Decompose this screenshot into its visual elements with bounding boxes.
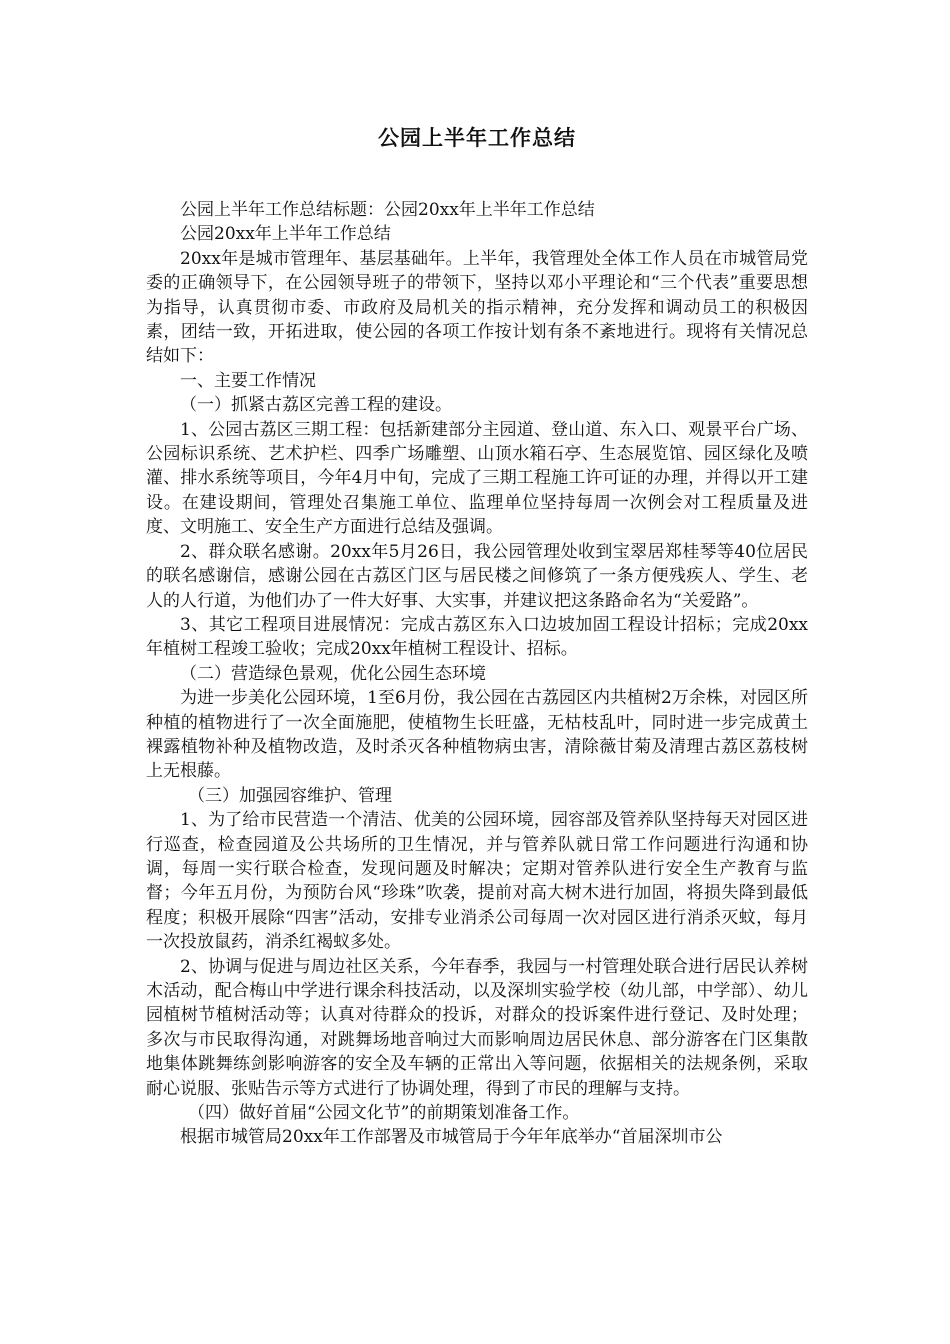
paragraph-maintenance-1: 1、为了给市民营造一个清洁、优美的公园环境，园容部及管养队坚持每天对园区进行巡查，检查园道及公共场所的卫生情况，并与管养队就日常工作问题进行沟通和协调，每周一实行联合检查，发现问题及时解决；定期对管养队进行安全生产教育与监督；今年五月份，为预防台风“珍珠”吹袭，提前对高大树木进行加固，将损失降到最低程度；积极开展除“四害”活动，安排专业消杀公司每周一次对园区进行消杀灭蚊，每月一次投放鼠药，消杀红褐蚁多处。 [146, 810, 808, 953]
paragraph-maintenance-2: 2、协调与促进与周边社区关系，今年春季，我园与一村管理处联合进行居民认养树木活动，配合梅山中学进行课余科技活动，以及深圳实验学校（幼儿部，中学部）、幼儿园植树节植树活动等；认真对待群众的投诉，对群众的投诉案件进行登记、及时处理；多次与市民取得沟通，对跳舞场地音响过大而影响周边居民休息、部分游客在门区集散地集体跳舞练剑影响游客的安全及车辆的正常出入等问题，依据相关的法规条例，采取耐心说服、张贴告示等方式进行了协调处理，得到了市民的理解与支持。 [146, 956, 808, 1099]
paragraph-heading-line: 公园上半年工作总结标题：公园20xx年上半年工作总结 [180, 200, 595, 220]
paragraph-greening: 为进一步美化公园环境，1至6月份，我公园在古荔园区内共植树2万余株，对园区所种植的植物进行了一次全面施肥，使植物生长旺盛，无枯枝乱叶，同时进一步完成黄土裸露植物补种及植物改造，及时杀灭各种植物病虫害，清除薇甘菊及清理古荔区荔枝树上无根藤。 [146, 688, 808, 782]
document-body [146, 198, 808, 1150]
paragraph-item-1: 1、公园古荔区三期工程：包括新建部分主园道、登山道、东入口、观景平台广场、公园标识系统、艺术护栏、四季广场雕塑、山顶水箱石亭、生态展览馆、园区绿化及喷灌、排水系统等项目，今年4月中旬，完成了三期工程施工许可证的办理，并得以开工建设。在建设期间，管理处召集施工单位、监理单位坚持每周一次例会对工程质量及进度、文明施工、安全生产方面进行总结及强调。 [146, 419, 808, 538]
subsection-heading-3: （三）加强园容维护、管理 [188, 785, 392, 806]
paragraph-item-2: 2、群众联名感谢。20xx年5月26日，我公园管理处收到宝翠居郑桂琴等40位居民的联名感谢信，感谢公园在古荔区门区与居民楼之间修筑了一条方便残疾人、学生、老人的人行道，为他们办了一件大好事、大实事，并建议把这条路命名为“关爱路”。 [146, 541, 808, 611]
subsection-heading-2: （二）营造绿色景观，优化公园生态环境 [180, 663, 486, 684]
section-heading-main-work: 一、主要工作情况 [180, 370, 316, 391]
subsection-heading-4: （四）做好首届“公园文化节”的前期策划准备工作。 [188, 1103, 580, 1124]
paragraph-intro: 20xx年是城市管理年、基层基础年。上半年，我管理处全体工作人员在市城管局党委的正确领导下，在公园领导班子的带领下，坚持以邓小平理论和“三个代表”重要思想为指导，认真贯彻市委、市政府及局机关的指示精神，充分发挥和调动员工的积极因素，团结一致，开拓进取，使公园的各项工作按计划有条不紊地进行。现将有关情况总结如下： [146, 248, 808, 367]
subsection-heading-1: （一）抓紧古荔区完善工程的建设。 [180, 395, 452, 416]
document-title: 公园上半年工作总结 [378, 126, 576, 150]
paragraph-item-3: 3、其它工程项目进展情况：完成古荔区东入口边坡加固工程设计招标；完成20xx年植树工程竣工验收；完成20xx年植树工程设计、招标。 [146, 614, 808, 660]
paragraph-subtitle: 公园20xx年上半年工作总结 [180, 224, 391, 245]
paragraph-culture-festival: 根据市城管局20xx年工作部署及市城管局于今年年底举办“首届深圳市公 [180, 1127, 723, 1148]
